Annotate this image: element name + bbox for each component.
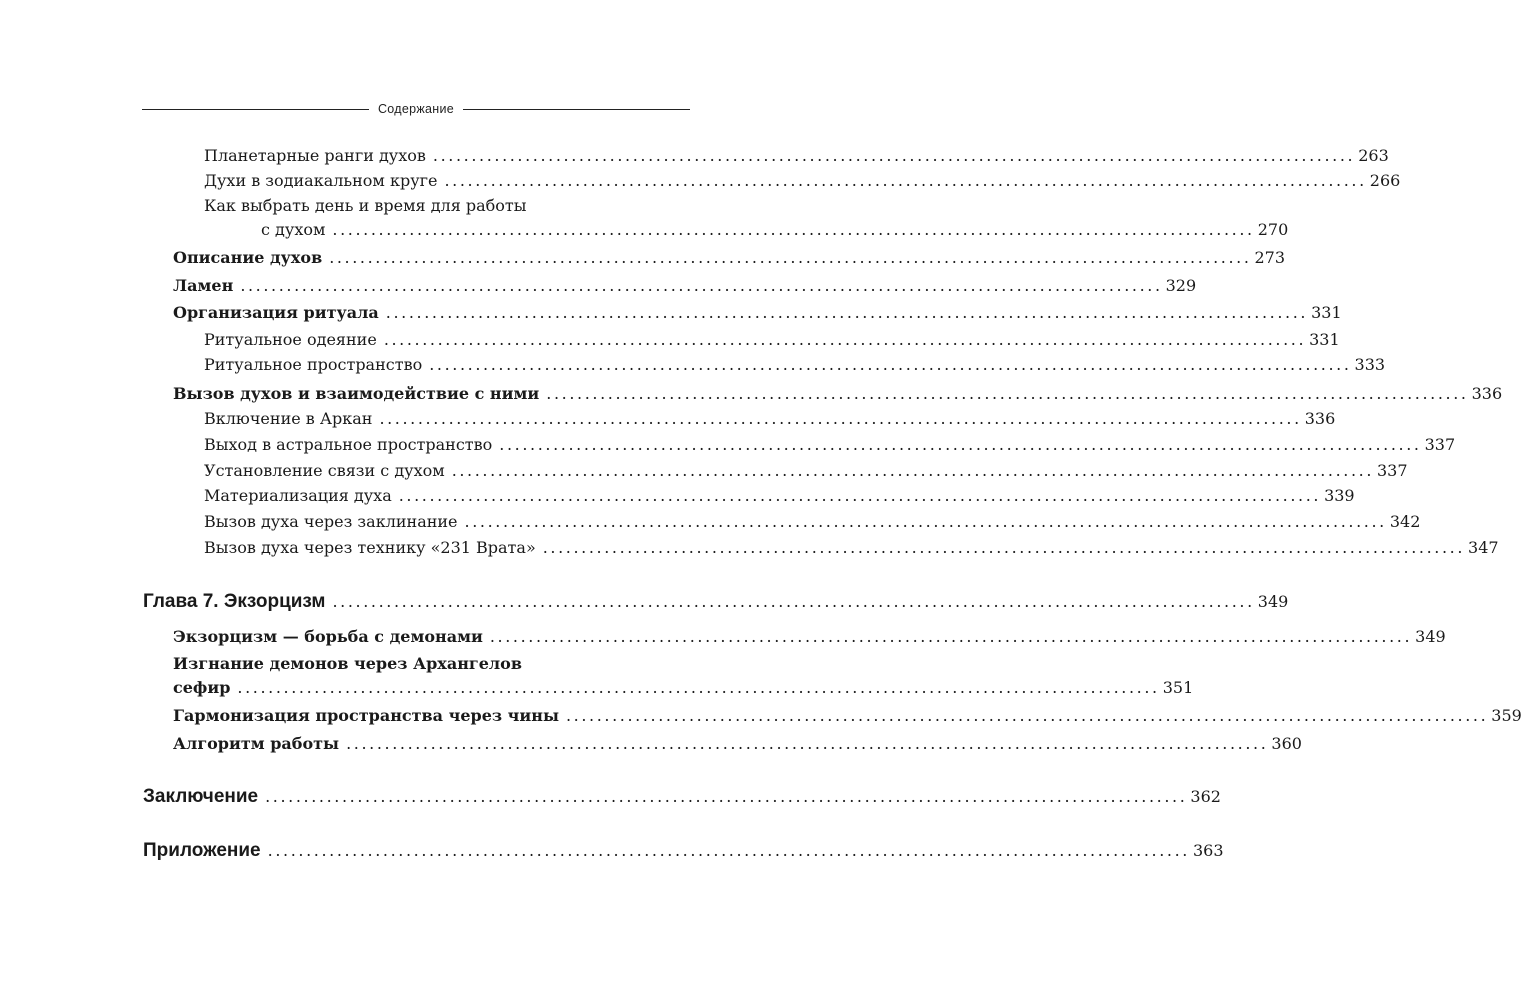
toc-entry-title: Вызов духа через заклинание xyxy=(204,512,458,531)
toc-leader-dots: ........................................................................................................................ xyxy=(332,592,1255,611)
toc-entry xyxy=(204,409,1336,428)
toc-entry-page: 351 xyxy=(1162,678,1194,697)
toc-entry xyxy=(204,538,1499,557)
toc-chapter-entry xyxy=(143,840,1224,862)
toc-entry xyxy=(204,146,1389,165)
toc-entry-page: 331 xyxy=(1311,303,1342,322)
toc-entry-title: Ламен xyxy=(173,276,234,295)
toc-entry xyxy=(173,276,1197,295)
toc-entry-title: Вызов духов и взаимодействие с ними xyxy=(173,384,540,403)
toc-entry xyxy=(173,678,1194,697)
toc-entry-title: Организация ритуала xyxy=(173,303,379,322)
toc-entry-page: 337 xyxy=(1377,461,1408,480)
header-rule-left xyxy=(142,109,369,110)
toc-entry-title: Выход в астральное пространство xyxy=(204,435,493,454)
toc-entry-title: Описание духов xyxy=(173,248,323,267)
toc-entry-title: Ритуальное пространство xyxy=(204,355,423,374)
toc-entry-page: 270 xyxy=(1257,220,1289,239)
toc-entry xyxy=(173,706,1522,725)
toc-leader-dots: ........................................................................................................................ xyxy=(237,678,1160,697)
toc-entry-page: 331 xyxy=(1309,330,1340,349)
toc-entry xyxy=(261,220,1289,239)
toc-leader-dots: ........................................................................................................................ xyxy=(346,734,1269,753)
toc-entry-title: Ритуальное одеяние xyxy=(204,330,377,349)
toc-entry-page: 363 xyxy=(1192,841,1224,860)
toc-entry-page: 337 xyxy=(1424,435,1456,454)
toc-leader-dots: ........................................................................................................................ xyxy=(499,435,1422,454)
toc-entry-page: 362 xyxy=(1190,787,1221,806)
toc-chapter-title: Заключение xyxy=(143,786,259,807)
toc-entry-page: 329 xyxy=(1165,276,1197,295)
toc-entry-title: Алгоритм работы xyxy=(173,734,340,753)
toc-entry-page: 339 xyxy=(1324,486,1355,505)
toc-entry xyxy=(173,384,1503,403)
toc-leader-dots: ........................................................................................................................ xyxy=(542,538,1466,557)
toc-chapter-title: Приложение xyxy=(143,840,261,861)
toc-entry xyxy=(204,486,1355,505)
toc-leader-dots: ........................................................................................................................ xyxy=(385,303,1309,322)
running-header xyxy=(142,99,690,119)
toc-entry-title-line1: Как выбрать день и время для работы xyxy=(204,196,527,215)
toc-entry-title: Материализация духа xyxy=(204,486,392,505)
toc-entry-page: 263 xyxy=(1358,146,1389,165)
toc-chapter-entry xyxy=(143,786,1221,808)
toc-entry xyxy=(173,303,1342,322)
toc-entry-page: 336 xyxy=(1304,409,1336,428)
toc-leader-dots: ........................................................................................................................ xyxy=(444,171,1367,190)
toc-leader-dots: ........................................................................................................................ xyxy=(429,355,1352,374)
toc-entry xyxy=(204,355,1386,374)
toc-entry-title-line1: Изгнание демонов через Архангелов xyxy=(173,654,522,673)
toc-chapter-title: Глава 7. Экзорцизм xyxy=(143,591,326,612)
toc-entry-title: с духом xyxy=(261,220,326,239)
toc-leader-dots: ........................................................................................................................ xyxy=(379,409,1302,428)
toc-entry xyxy=(173,627,1446,646)
toc-entry xyxy=(204,171,1401,190)
toc-entry-page: 333 xyxy=(1354,355,1386,374)
toc-chapter-entry xyxy=(143,591,1289,613)
header-title: Содержание xyxy=(377,102,455,116)
toc-entry xyxy=(173,248,1286,267)
toc-leader-dots: ........................................................................................................................ xyxy=(489,627,1413,646)
toc-leader-dots: ........................................................................................................................ xyxy=(464,512,1387,531)
toc-entry-page: 342 xyxy=(1389,512,1421,531)
toc-entry-title: Включение в Аркан xyxy=(204,409,373,428)
toc-entry-title: Гармонизация пространства через чины xyxy=(173,706,559,725)
toc-leader-dots: ........................................................................................................................ xyxy=(398,486,1322,505)
toc-leader-dots: ........................................................................................................................ xyxy=(451,461,1374,480)
header-rule-right xyxy=(463,109,690,110)
toc-entry-title: сефир xyxy=(173,678,231,697)
toc-entry-page: 349 xyxy=(1257,592,1289,611)
toc-entry-title: Планетарные ранги духов xyxy=(204,146,426,165)
toc-entry xyxy=(173,734,1302,753)
toc-entry-title: Установление связи с духом xyxy=(204,461,445,480)
toc-leader-dots: ........................................................................................................................ xyxy=(329,248,1252,267)
toc-entry-title: Вызов духа через технику «231 Врата» xyxy=(204,538,536,557)
toc-entry xyxy=(204,512,1421,531)
toc-leader-dots: ........................................................................................................................ xyxy=(546,384,1469,403)
toc-leader-dots: ........................................................................................................................ xyxy=(383,330,1307,349)
toc-entry-page: 359 xyxy=(1491,706,1522,725)
toc-entry xyxy=(204,330,1340,349)
toc-entry-page: 360 xyxy=(1271,734,1302,753)
toc-leader-dots: ........................................................................................................................ xyxy=(265,787,1188,806)
toc-leader-dots: ........................................................................................................................ xyxy=(432,146,1356,165)
toc-entry xyxy=(204,435,1456,454)
toc-entry-page: 266 xyxy=(1369,171,1401,190)
toc-entry-page: 349 xyxy=(1415,627,1446,646)
toc-entry xyxy=(204,461,1408,480)
toc-leader-dots: ........................................................................................................................ xyxy=(240,276,1163,295)
toc-leader-dots: ........................................................................................................................ xyxy=(565,706,1489,725)
toc-entry-page: 273 xyxy=(1254,248,1286,267)
toc-entry-page: 336 xyxy=(1471,384,1503,403)
toc-entry-page: 347 xyxy=(1468,538,1499,557)
toc-entry-title: Экзорцизм — борьба с демонами xyxy=(173,627,483,646)
toc-leader-dots: ........................................................................................................................ xyxy=(332,220,1255,239)
toc-leader-dots: ........................................................................................................................ xyxy=(267,841,1190,860)
toc-entry-title: Духи в зодиакальном круге xyxy=(204,171,438,190)
